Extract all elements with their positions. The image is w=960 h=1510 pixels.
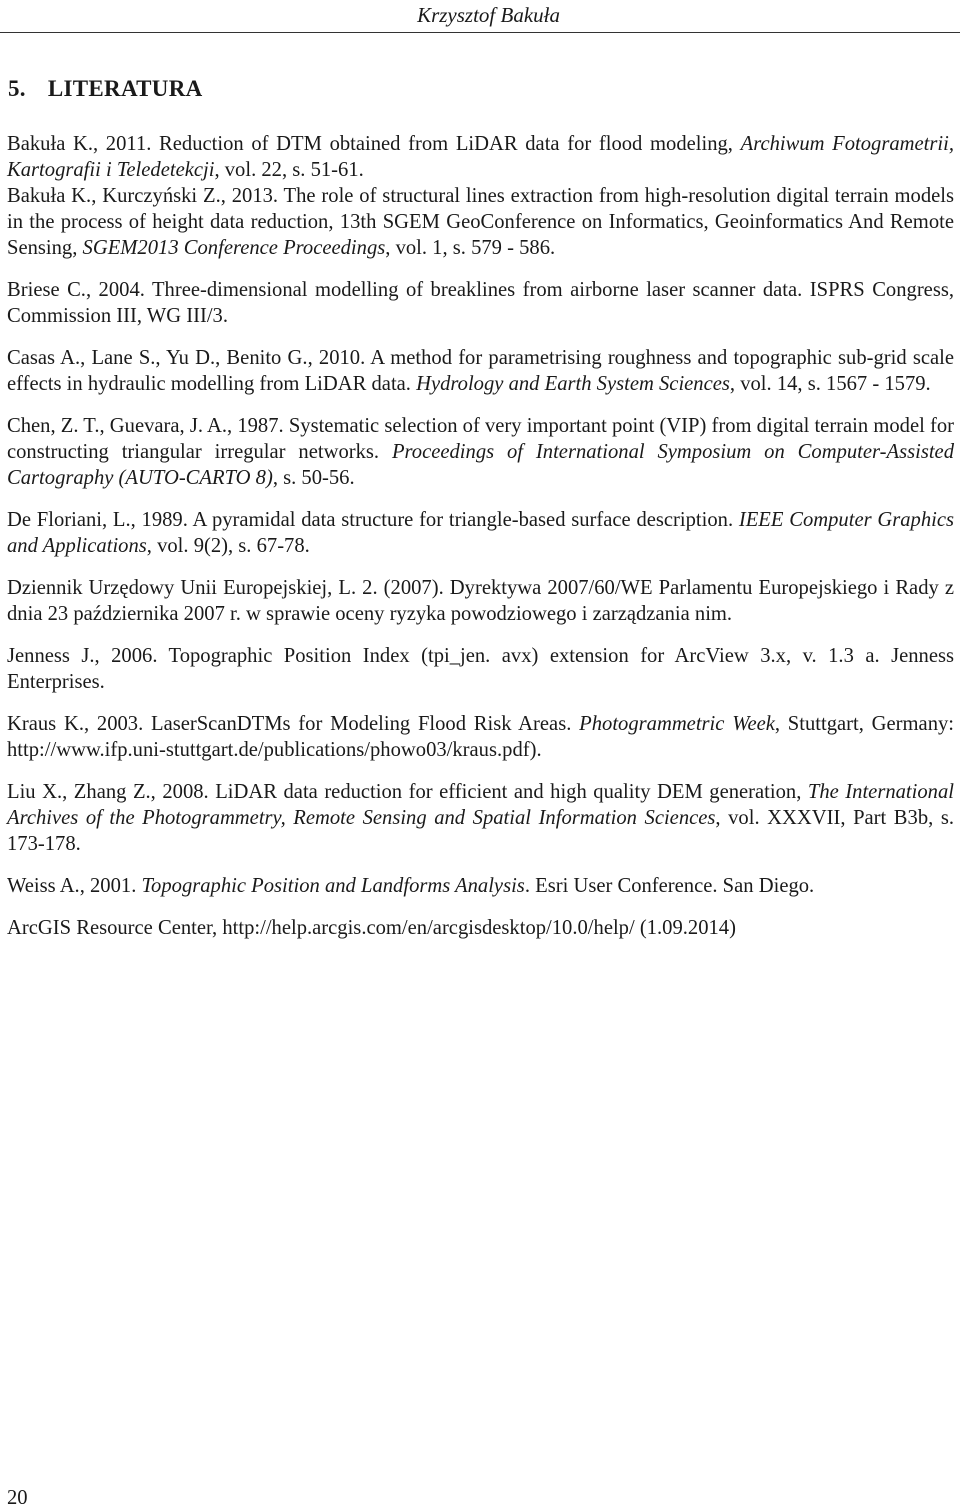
reference-entry [7,507,954,559]
reference-entry [7,779,954,857]
reference-tail: , vol. 1, s. 579 - 586. [385,237,556,259]
reference-tail: , vol. 14, s. 1567 - 1579. [729,373,931,395]
section-number: 5. [8,76,26,101]
reference-tail: , vol. XXXVII, Part B3b, s. 173-178. [7,807,954,855]
reference-journal: The International Archives of the Photogrammetry, Remote Sensing and Spatial Information Sciences [7,781,954,829]
page-number: 20 [7,1487,28,1509]
running-header-author: Krzysztof Bakuła [417,3,560,27]
reference-text: ArcGIS Resource Center, http://help.arcgis.com/en/arcgisdesktop/10.0/help/ (1.09.2014) [7,917,736,939]
reference-entry [7,873,954,899]
reference-lead: Liu X., Zhang Z., 2008. LiDAR data reduction for efficient and high quality DEM generation, [7,781,808,803]
reference-tail: , Stuttgart, Germany: http://www.ifp.uni-stuttgart.de/publications/phowo03/kraus.pdf). [7,713,955,761]
reference-text: Jenness J., 2006. Topographic Position Index (tpi_jen. avx) extension for ArcView 3.x, v. 1.3 a. Jenness Enterprises. [7,645,954,693]
reference-entry [7,915,954,941]
reference-journal: IEEE Computer Graphics and Applications [7,509,955,557]
reference-journal: Proceedings of International Symposium on Computer-Assisted Cartography (AUTO-CARTO 8) [7,441,954,489]
reference-entry [7,183,954,261]
reference-text: Dziennik Urzędowy Unii Europejskiej, L. 2. (2007). Dyrektywa 2007/60/WE Parlamentu Europejskiego i Rady z dnia 23 października 2007 r. w sprawie oceny ryzyka powodziowego i zarządzania nim. [7,577,954,625]
reference-journal: SGEM2013 Conference Proceedings [82,237,386,259]
reference-tail: , vol. 22, s. 51-61. [214,159,364,181]
header-rule [0,32,960,33]
reference-lead: Bakuła K., Kurczyński Z., 2013. The role of structural lines extraction from high-resolution digital terrain models in the process of height data reduction, 13th SGEM GeoConference on Informatics, Geoinformatics And Remote Sensing, [7,185,954,259]
reference-journal: Hydrology and Earth System Sciences [416,373,730,395]
reference-list [7,131,954,957]
reference-journal: Topographic Position and Landforms Analysis [141,875,525,897]
reference-entry [7,345,954,397]
reference-tail: . Esri User Conference. San Diego. [524,875,815,897]
reference-entry [7,643,954,695]
reference-entry [7,413,954,491]
reference-entry [7,277,954,329]
reference-entry [7,711,954,763]
reference-journal: Archiwum Fotogrametrii, Kartografii i Teledetekcji [7,133,955,181]
reference-tail: , vol. 9(2), s. 67-78. [146,535,310,557]
reference-tail: , s. 50-56. [272,467,355,489]
reference-lead: Bakuła K., 2011. Reduction of DTM obtained from LiDAR data for flood modeling, [7,133,741,155]
reference-lead: Kraus K., 2003. LaserScanDTMs for Modeling Flood Risk Areas. [7,713,580,735]
reference-journal: Photogrammetric Week [579,713,775,735]
section-title [8,74,203,104]
reference-lead: Weiss A., 2001. [7,875,142,897]
section-title-text: LITERATURA [47,76,203,101]
reference-entry [7,575,954,627]
reference-lead: Chen, Z. T., Guevara, J. A., 1987. Systematic selection of very important point (VIP) from digital terrain model for constructing triangular irregular networks. [7,415,954,463]
reference-text: Briese C., 2004. Three-dimensional modelling of breaklines from airborne laser scanner data. ISPRS Congress, Commission III, WG III/3. [7,279,954,327]
reference-entry [7,131,954,183]
reference-lead: Casas A., Lane S., Yu D., Benito G., 2010. A method for parametrising roughness and topographic sub-grid scale effects in hydraulic modelling from LiDAR data. [7,347,954,395]
reference-lead: De Floriani, L., 1989. A pyramidal data structure for triangle-based surface description. [7,509,739,531]
